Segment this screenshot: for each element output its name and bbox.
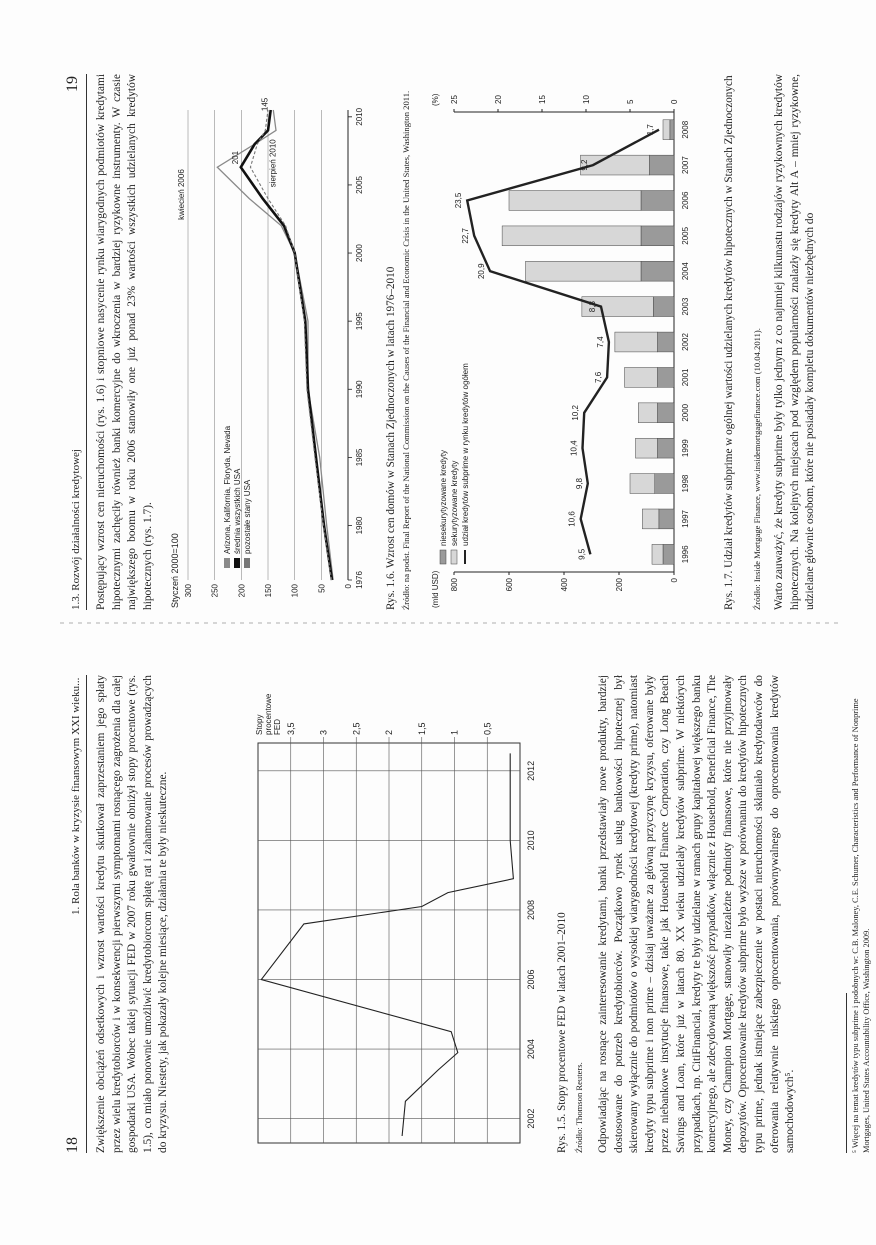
figure-source: Źródło: Thomson Reuters. — [574, 1062, 584, 1153]
series-line — [261, 753, 513, 1136]
annotation: 201 — [230, 150, 240, 165]
page-number: 18 — [64, 1137, 81, 1153]
x-tick-label: 2008 — [526, 899, 536, 920]
legend-swatch — [244, 558, 250, 568]
y-tick-label: 300 — [184, 584, 193, 598]
bar-segment — [663, 120, 670, 140]
bar-segment — [636, 438, 658, 458]
bar-segment — [649, 155, 674, 175]
fig-1-6-chart — [168, 70, 382, 610]
y-tick-label-right: 20 — [494, 95, 503, 104]
x-tick-label: 2005 — [355, 176, 364, 194]
paragraph: Warto zauważyć, że kredyty subprime były tylko jednym z co najmniej kilkunastu rodzajów ryzykownych kredytów hipotecznych. Na kolejnych miejscach pod względem popularności znalazły się kredyty Alt A – mniej ryzykowne, udzielane głównie osobom, które nie posiadały kompletu dokumentów niezbędnych do — [773, 74, 817, 610]
y-tick-label-left: 0 — [670, 578, 679, 583]
y-tick-label: 250 — [210, 584, 220, 598]
y-axis-label-left: (mld USD) — [431, 570, 440, 608]
bar-segment — [625, 367, 658, 387]
bar-segment — [659, 509, 674, 529]
data-label: 9,2 — [580, 159, 590, 171]
y-tick-label-left: 400 — [560, 578, 569, 592]
footnote-rule — [846, 993, 847, 1153]
y-tick-label-right: 25 — [450, 95, 459, 104]
data-label: 9,8 — [574, 477, 584, 490]
data-label: 7,6 — [594, 371, 604, 383]
data-label: 22,7 — [461, 228, 471, 244]
data-label: 9,5 — [577, 548, 587, 560]
x-tick-label: 2010 — [355, 107, 364, 126]
page-number: 19 — [64, 76, 81, 92]
x-tick-label: 2000 — [355, 244, 364, 262]
bar-segment — [509, 191, 641, 211]
series-line — [250, 110, 331, 580]
x-tick-label: 1990 — [355, 380, 364, 399]
y-tick-label: 200 — [237, 584, 247, 598]
bar-segment — [526, 261, 642, 281]
x-tick-label: 1980 — [355, 516, 364, 535]
y-tick-label: 3 — [318, 729, 329, 735]
annotation: sierpień 2010 — [268, 139, 278, 188]
header-rule — [86, 675, 87, 1153]
header-rule — [86, 74, 87, 610]
x-tick-label: 2006 — [681, 191, 690, 210]
x-tick-label: 2012 — [526, 760, 536, 781]
data-label: 1,7 — [646, 124, 656, 136]
bar-segment — [663, 544, 674, 564]
y-tick-label: 1,5 — [416, 722, 427, 735]
bar-segment — [670, 120, 674, 140]
x-tick-label: 1998 — [681, 474, 690, 493]
paragraph: Zwiększenie obciążeń odsetkowych i wzrost wartości kredytu skutkował zaprzestaniem jego spłaty przez wielu kredytobiorców i w konsekwencji pierwszymi symptomami rosnącego zagrożenia dla całej gospodarki USA. Wobec takiej sytuacji FED w 2007 roku gwałtownie obniżył stopy procentowe (rys. 1.5), co miało ponownie umożliwić kredytobiorcom spłatę rat i zahamowanie procesów prowadzących do kryzysu. Niestety, jak pokazały kolejne miesiące, działania te były nieskuteczne. — [95, 675, 170, 1153]
y-tick-label-right: 0 — [670, 99, 679, 104]
bar-segment — [652, 544, 663, 564]
x-tick-label: 2002 — [526, 1108, 536, 1129]
y-tick-label: 2 — [384, 729, 394, 735]
fig-1-7-chart — [428, 70, 718, 610]
legend-label: sekurytyzowane kredyty — [450, 460, 459, 546]
bar-segment — [615, 332, 658, 352]
x-tick-label: 2001 — [681, 368, 690, 387]
figure-source: Źródło: Inside Mortgage Finance, www.insidemortgagefinance.com (10.04.2011). — [752, 328, 762, 610]
legend-swatch — [440, 550, 446, 564]
y-axis-label: Styczeń 2000=100 — [170, 533, 180, 608]
fig-1-5-chart — [250, 673, 550, 1153]
x-tick-label: 2008 — [681, 120, 690, 139]
figure-caption: Rys. 1.5. Stopy procentowe FED w latach 2001–2010 — [556, 912, 568, 1153]
bar-segment — [638, 403, 657, 423]
legend-swatch — [234, 558, 240, 568]
x-tick-label: 2000 — [681, 403, 690, 422]
series-line — [241, 110, 332, 580]
x-tick-label: 1985 — [355, 448, 364, 467]
data-label: 20,9 — [477, 263, 487, 280]
data-label: 23,5 — [454, 192, 464, 209]
y-axis-label-right: (%) — [431, 93, 440, 106]
footnote: ⁵ Więcej na temat kredytów typu subprime i podobnych w: C.B. Maloney, C.E. Schumer, Characteristics and Performance of Nonprime Mortgages, United States Accountability Office, Washington 2009. — [851, 698, 871, 1153]
annotation: 145 — [260, 97, 270, 112]
bar-segment — [658, 438, 675, 458]
y-tick-label-right: 15 — [538, 95, 547, 104]
bar-segment — [655, 474, 674, 494]
x-tick-label: 1976 — [355, 571, 364, 589]
legend-label: niesekurytyzowane kredyty — [439, 449, 448, 546]
legend-label: Arizona, Kalifornia, Floryda, Nevada — [223, 425, 232, 554]
x-tick-label: 2004 — [681, 262, 690, 281]
figure-caption: Rys. 1.6. Wzrost cen domów w Stanach Zjednoczonych w latach 1976–2010 — [385, 266, 397, 610]
paragraph: Postępujący wzrost cen nieruchomości (rys. 1.6) i stopniowe nasycenie rynku wiarygodnych podmiotów kredytami hipotecznymi zachęciły również banki komercyjne do wkroczenia w bardziej ryzykowne instrumenty. W czasie największego boomu w roku 2006 stanowiły one już ponad 23% wartości wszystkich udzielanych kredytów hipotecznych (rys. 1.7). — [95, 74, 154, 610]
y-tick-label-right: 5 — [626, 99, 635, 104]
y-tick-label: 2,5 — [351, 722, 362, 735]
data-label: 10,2 — [571, 404, 581, 421]
data-label: 8,3 — [587, 301, 597, 313]
bar-segment — [642, 509, 659, 529]
x-tick-label: 1997 — [681, 510, 690, 528]
legend-label: udział kredytów subprime w rynku kredytów ogółem — [461, 363, 470, 546]
y-tick-label: 0,5 — [482, 722, 493, 735]
x-tick-label: 1999 — [681, 439, 690, 458]
bar-segment — [641, 261, 674, 281]
y-tick-label: 3,5 — [285, 722, 296, 735]
y-tick-label-right: 10 — [582, 95, 591, 104]
legend-label: pozostałe stany USA — [243, 479, 252, 554]
y-axis-label: procentowe — [264, 693, 273, 735]
figure-caption: Rys. 1.7. Udział kredytów subprime w ogólnej wartości udzielanych kredytów hipotecznych w Stanach Zjednoczonych — [723, 75, 735, 610]
bar-segment — [653, 297, 674, 317]
y-tick-label-left: 600 — [505, 578, 514, 592]
bar-segment — [502, 226, 641, 246]
bar-segment — [641, 226, 674, 246]
x-tick-label: 2007 — [681, 156, 690, 174]
x-tick-label: 1995 — [355, 312, 364, 331]
bar-segment — [658, 367, 675, 387]
running-head: 1. Rola banków w kryzysie finansowym XXI wieku... — [70, 677, 82, 915]
bar-segment — [658, 403, 675, 423]
right-page — [0, 0, 876, 622]
x-tick-label: 2002 — [681, 333, 690, 351]
data-label: 7,4 — [595, 336, 605, 348]
bar-segment — [630, 474, 655, 494]
page-gutter — [60, 622, 840, 624]
y-tick-label: 150 — [264, 584, 273, 598]
bar-segment — [641, 191, 674, 211]
y-tick-label-left: 800 — [450, 578, 459, 592]
legend-swatch — [451, 550, 457, 564]
data-label: 10,6 — [567, 511, 577, 527]
x-tick-label: 2005 — [681, 226, 690, 245]
y-tick-label-left: 200 — [615, 578, 624, 592]
y-tick-label: 1 — [449, 729, 460, 735]
figure-source: Źródło: na podst. Final Report of the National Commission on the Causes of the Financial and Economic Crisis in the United States, Washington 2011. — [401, 90, 411, 610]
y-tick-label: 50 — [317, 584, 327, 593]
annotation: kwiecień 2006 — [177, 169, 186, 220]
left-page — [0, 623, 876, 1245]
x-tick-label: 2010 — [526, 830, 536, 851]
y-axis-label: FED — [273, 719, 282, 735]
x-tick-label: 2003 — [681, 297, 690, 316]
legend-label: średnia wszystkich USA — [233, 468, 242, 554]
bar-segment — [658, 332, 675, 352]
x-tick-label: 1996 — [681, 545, 690, 564]
running-head: 1.3. Rozwój działalności kredytowej — [70, 449, 82, 610]
y-tick-label: 100 — [290, 584, 300, 598]
data-label: 10,4 — [569, 440, 579, 456]
y-tick-label: 0 — [344, 584, 353, 589]
x-tick-label: 2004 — [526, 1039, 536, 1060]
y-axis-label: Stopy — [255, 714, 264, 735]
legend-swatch — [224, 558, 230, 568]
x-tick-label: 2006 — [526, 969, 536, 990]
paragraph: Odpowiadając na rosnące zainteresowanie kredytami, banki przedstawiały nowe produkty, bardziej dostosowane do potrzeb kredytobiorców. Początkowo rynek usług bankowości hipotecznej był skierowany wyłącznie do podmiotów o wysokiej wiarygodności kredytowej (kredyty prime), natomiast kredyty typu subprime i non prime – dzisiaj uważane za główną przyczynę kryzysu, oferowane były przez niebankowe instytucje finansowe, takie jak Household Finance Corporation, czy Long Beach Savings and Loan, które już w latach 80. XX wieku udzielały kredytów subprime. W niektórych przypadkach, np. CitiFinancial, kredyty te były udzielane w ramach grupy kapitałowej większego banku komercyjnego, ale zdecydowaną większość przypadków, włącznie z Household, Beneficial Finance, The Money, czy Champion Mortgage, stanowiły niezależne podmioty finansowe, które nie przyjmowały depozytów. Oprocentowanie kredytów subprime było wyższe w porównaniu do kredytów hipotecznych typu prime, jednak istniejące zabezpieczenie w postaci nieruchomości skłaniało kredytodawców do oferowania relatywnie niskiego oprocentowania, porównywalnego do oprocentowania kredytów samochodowych⁵. — [597, 675, 797, 1153]
